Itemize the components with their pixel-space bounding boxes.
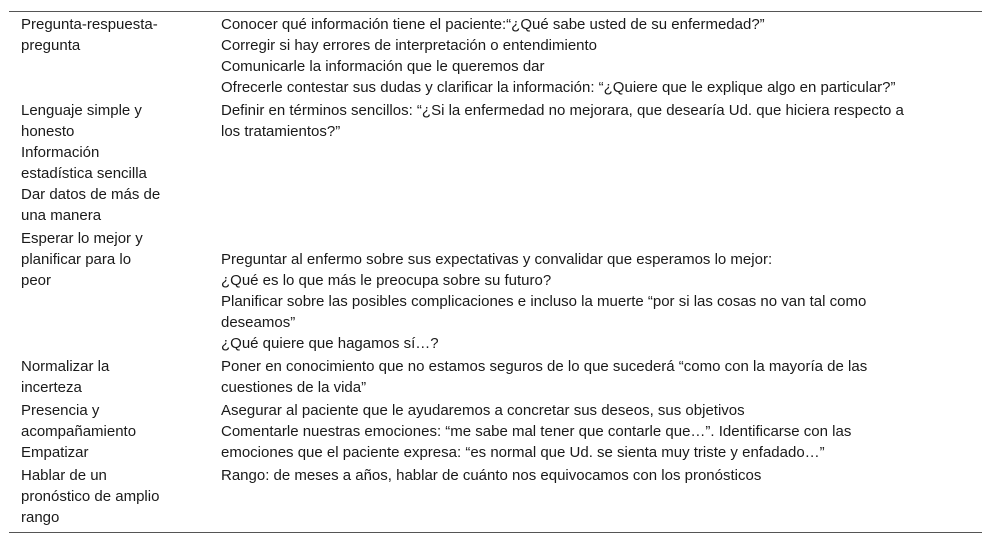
strategy-text: Hablar de un <box>21 467 107 484</box>
strategy-text: acompañamiento <box>21 423 137 440</box>
strategy-cell <box>9 226 221 354</box>
description-text: Rango: de meses a años, hablar de cuánto nos equivocamos con los pronósticos <box>221 467 762 484</box>
strategy-cell <box>9 463 221 532</box>
strategy-text: incerteza <box>21 379 82 396</box>
description-text: Comunicarle la información que le queremos dar <box>221 58 545 75</box>
strategy-cell <box>9 398 221 463</box>
table-row <box>9 226 982 354</box>
description-text: deseamos” <box>221 314 296 331</box>
strategy-cell <box>9 98 221 226</box>
table-row <box>9 463 982 532</box>
strategy-text: Esperar lo mejor y <box>21 230 143 247</box>
strategy-text: peor <box>21 272 52 289</box>
table-row <box>9 98 982 226</box>
description-cell <box>221 463 982 532</box>
description-cell <box>221 398 982 463</box>
strategy-text: Lenguaje simple y <box>21 102 142 119</box>
cell-spacer <box>221 228 972 249</box>
description-text: emociones que el paciente expresa: “es normal que Ud. se sienta muy triste y enfadado…” <box>221 444 825 461</box>
strategy-text: Presencia y <box>21 402 100 419</box>
strategy-text: Información <box>21 144 100 161</box>
strategy-cell <box>9 354 221 398</box>
description-cell <box>221 354 982 398</box>
description-text: Corregir si hay errores de interpretación o entendimiento <box>221 37 598 54</box>
description-text: Planificar sobre las posibles complicaciones e incluso la muerte “por si las cosas no van tal como <box>221 293 867 310</box>
communication-table-container <box>9 11 982 533</box>
strategy-text: pronóstico de amplio <box>21 488 160 505</box>
description-text: ¿Qué quiere que hagamos sí…? <box>221 335 439 352</box>
description-cell <box>221 98 982 226</box>
strategy-text: honesto <box>21 123 75 140</box>
description-text: Preguntar al enfermo sobre sus expectativas y convalidar que esperamos lo mejor: <box>221 251 773 268</box>
table-row <box>9 354 982 398</box>
strategy-text: Empatizar <box>21 444 89 461</box>
description-text: ¿Qué es lo que más le preocupa sobre su futuro? <box>221 272 552 289</box>
strategy-text: Dar datos de más de <box>21 186 161 203</box>
strategy-text: estadística sencilla <box>21 165 147 182</box>
table-row <box>9 12 982 98</box>
description-text: Poner en conocimiento que no estamos seguros de lo que sucederá “como con la mayoría de las <box>221 358 868 375</box>
description-text: Asegurar al paciente que le ayudaremos a concretar sus deseos, sus objetivos <box>221 402 745 419</box>
strategy-text: una manera <box>21 207 102 224</box>
description-text: los tratamientos?” <box>221 123 341 140</box>
description-cell <box>221 226 982 354</box>
description-text: Definir en términos sencillos: “¿Si la enfermedad no mejorara, que desearía Ud. que hiciera respecto a <box>221 102 904 119</box>
strategy-text: rango <box>21 509 60 526</box>
table-row <box>9 398 982 463</box>
strategy-text: Pregunta-respuesta- <box>21 16 158 33</box>
communication-strategies-table <box>9 12 982 532</box>
description-cell <box>221 12 982 98</box>
description-text: cuestiones de la vida” <box>221 379 367 396</box>
strategy-text: Normalizar la <box>21 358 110 375</box>
strategy-cell <box>9 12 221 98</box>
strategy-text: planificar para lo <box>21 251 132 268</box>
description-text: Conocer qué información tiene el paciente:“¿Qué sabe usted de su enfermedad?” <box>221 16 765 33</box>
description-text: Ofrecerle contestar sus dudas y clarificar la información: “¿Quiere que le explique algo en particular?” <box>221 79 896 96</box>
description-text: Comentarle nuestras emociones: “me sabe mal tener que contarle que…”. Identificarse con las <box>221 423 852 440</box>
strategy-text: pregunta <box>21 37 81 54</box>
